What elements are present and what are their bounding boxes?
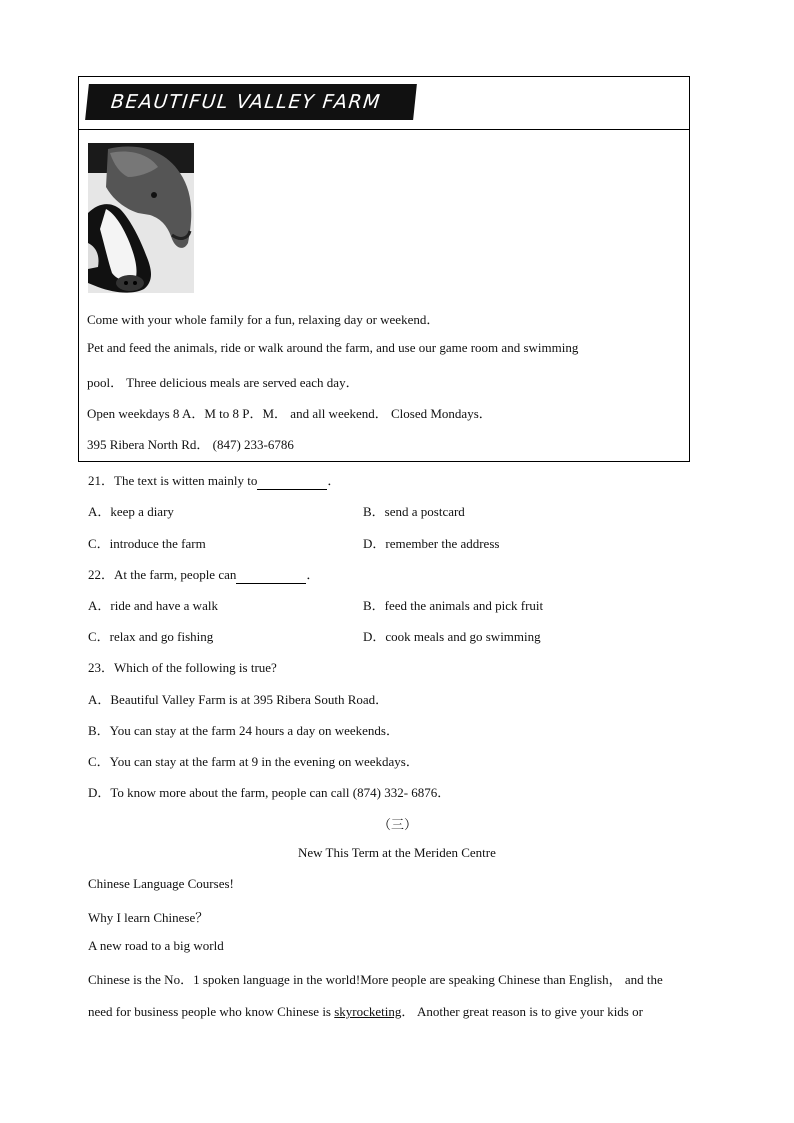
question-21-option-d: D．remember the address [363,536,500,551]
question-22-option-d: D．cook meals and go swimming [363,629,541,644]
question-23-stem: 23．Which of the following is true? [88,660,277,675]
question-23-option-c: C．You can stay at the farm at 9 in the evening on weekdays． [88,754,419,769]
question-22-option-a: A．ride and have a walk [88,598,218,613]
question-21-stem: 21．The text is witten mainly to [88,473,258,488]
section-title: New This Term at the Meriden Centre [298,845,496,860]
section-number: （三） [378,817,418,832]
passage-line-5: need for business people who know Chinese is skyrocketing． Another great reason is to give your kids or [88,1004,643,1019]
question-22-option-b: B．feed the animals and pick fruit [363,598,544,613]
ad-line-4: Open weekdays 8 A．M to 8 P．M． and all weekend． Closed Mondays． [87,406,492,421]
question-21-option-b: B．send a postcard [363,504,465,519]
passage-line-4: Chinese is the No．1 spoken language in the world!More people are speaking Chinese than English， and the [88,972,663,987]
answer-blank [236,567,306,584]
question-21: 21．The text is witten mainly to ． [88,473,341,488]
ad-line-1: Come with your whole family for a fun, relaxing day or weekend． [87,312,440,327]
passage-line-3: A new road to a big world [88,938,224,953]
ad-header [79,77,689,130]
question-22-option-c: C．relax and go fishing [88,629,214,644]
advertisement-box [78,76,690,462]
ad-line-2: Pet and feed the animals, ride or walk around the farm, and use our game room and swimming [87,340,579,355]
question-23-option-a: A．Beautiful Valley Farm is at 395 Ribera South Road． [88,692,389,707]
farm-animals-photo [88,143,194,293]
question-23-option-b: B．You can stay at the farm 24 hours a day on weekends． [88,723,399,738]
question-23-option-d: D．To know more about the farm, people can call (874) 332- 6876． [88,785,451,800]
ad-line-3: pool． Three delicious meals are served each day． [87,375,359,390]
question-21-option-a: A．keep a diary [88,504,174,519]
cow-horse-image [88,143,194,293]
passage-line-1: Chinese Language Courses! [88,876,234,891]
question-22: 22．At the farm, people can ． [88,567,320,582]
underlined-word: skyrocketing [334,1004,402,1019]
farm-banner: BEAUTIFUL VALLEY FARM [85,84,417,120]
passage-line-2: Why I learn Chinese？ [88,910,209,925]
question-22-stem: 22．At the farm, people can [88,567,237,582]
question-21-option-c: C．introduce the farm [88,536,206,551]
answer-blank [257,473,327,490]
ad-line-5: 395 Ribera North Rd． (847) 233-6786 [87,437,294,452]
